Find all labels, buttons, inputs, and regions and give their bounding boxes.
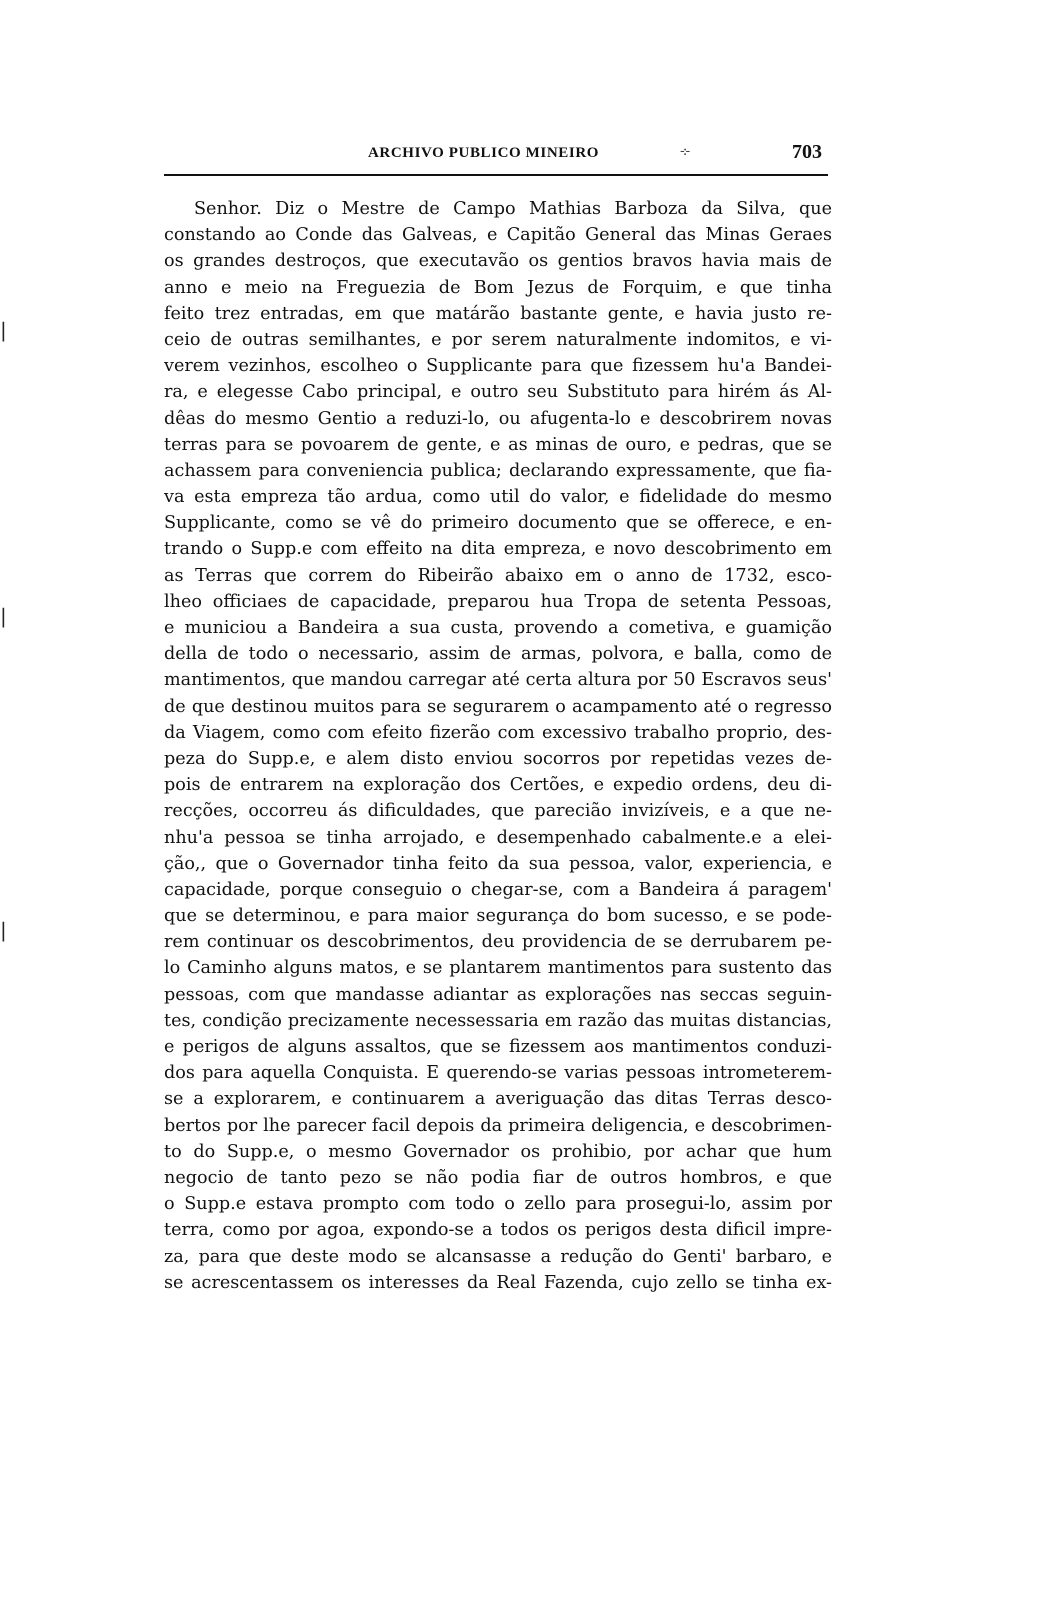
text-line: to do Supp.e, o mesmo Governador os prohibio, por achar que hum [164,1141,832,1162]
text-line: della de todo o necessario, assim de armas, polvora, e balla, como de [164,644,832,665]
text-line: za, para que deste modo se alcansasse a redução do Genti' barbaro, e [164,1246,832,1267]
text-line: rem continuar os descobrimentos, deu providencia de se derrubarem pe- [164,932,832,953]
text-line: da Viagem, como com efeito fizerão com excessivo trabalho proprio, des- [164,722,832,743]
text-line: anno e meio na Freguezia de Bom Jezus de Forquim, e que tinha [164,277,832,298]
text-line: se acrescentassem os interesses da Real Fazenda, cujo zello se tinha ex- [164,1272,832,1293]
text-line: terra, como por agoa, expondo-se a todos os perigos desta dificil impre- [164,1220,832,1241]
text-line: que se determinou, e para maior segurança do bom sucesso, e se pode- [164,906,832,927]
text-line: Supplicante, como se vê do primeiro documento que se offerece, e en- [164,513,832,534]
text-line: o Supp.e estava prompto com todo o zello para prosegui-lo, assim por [164,1194,832,1215]
text-line: achassem para conveniencia publica; declarando expressamente, que fia- [164,460,832,481]
text-line: se a explorarem, e continuarem a averiguação das ditas Terras desco- [164,1089,832,1110]
margin-mark: | [0,318,7,342]
text-line: verem vezinhos, escolheo o Supplicante para que fizessem hu'a Bandei- [164,356,832,377]
text-line: trando o Supp.e com effeito na dita empreza, e novo descobrimento em [164,539,832,560]
header-rule [164,174,828,176]
margin-mark: | [0,918,7,942]
text-line: peza do Supp.e, e alem disto enviou socorros por repetidas vezes de- [164,748,832,769]
text-line: e perigos de alguns assaltos, que se fizessem aos mantimentos conduzi- [164,1037,832,1057]
text-line: va esta empreza tão ardua, como util do valor, e fidelidade do mesmo [164,487,832,508]
text-line: nhu'a pessoa se tinha arrojado, e desempenhado cabalmente.e a elei- [164,827,832,848]
text-line: pois de entrarem na exploração dos Certões, e expedio ordens, deu di- [164,775,832,796]
header-ornament: -:- [680,143,689,159]
text-line: e municiou a Bandeira a sua custa, provendo a cometiva, e guamição [164,618,832,638]
text-line: recções, occorreu ás dificuldades, que parecião invizíveis, e a que ne- [164,801,832,822]
text-line: ceio de outras semilhantes, e por serem naturalmente indomitos, e vi- [164,329,832,350]
text-line: negocio de tanto pezo se não podia fiar de outros hombros, e que [164,1167,832,1188]
text-line: as Terras que correm do Ribeirão abaixo em o anno de 1732, esco- [164,565,832,586]
text-line: lo Caminho alguns matos, e se plantarem mantimentos para sustento das [164,958,832,979]
text-line: tes, condição precizamente necessessaria em razão das muitas distancias, [164,1010,832,1031]
text-line: capacidade, porque conseguio o chegar-se, com a Bandeira á paragem' [164,879,832,900]
page-number: 703 [792,141,822,163]
text-line: de que destinou muitos para se segurarem o acampamento até o regresso [164,696,832,717]
text-line: terras para se povoarem de gente, e as minas de ouro, e pedras, que se [164,434,832,455]
text-line: bertos por lhe parecer facil depois da primeira deligencia, e descobrimen- [164,1115,832,1136]
text-line: ção,, que o Governador tinha feito da sua pessoa, valor, experiencia, e [164,853,832,874]
running-header [164,141,834,167]
margin-mark: | [0,604,7,628]
text-line: lheo officiaes de capacidade, preparou hua Tropa de setenta Pessoas, [164,591,832,612]
text-line: dêas do mesmo Gentio a reduzi-lo, ou afugenta-lo e descobrirem novas [164,408,832,429]
text-line: ra, e elegesse Cabo principal, e outro seu Substituto para hirém ás Al- [164,382,832,403]
text-line: feito trez entradas, em que matárão bastante gente, e havia justo re- [164,303,832,324]
text-line: os grandes destroços, que executavão os gentios bravos havia mais de [164,251,832,272]
text-line: pessoas, com que mandasse adiantar as explorações nas seccas seguin- [164,984,832,1005]
text-line: dos para aquella Conquista. E querendo-se varias pessoas intrometerem- [164,1063,832,1084]
text-line: constando ao Conde das Galveas, e Capitão General das Minas Geraes [164,225,832,246]
body-text [164,196,832,1296]
running-title: ARCHIVO PUBLICO MINEIRO [368,145,600,161]
text-line: mantimentos, que mandou carregar até certa altura por 50 Escravos seus' [164,670,832,691]
text-line: Senhor. Diz o Mestre de Campo Mathias Barboza da Silva, que [194,199,832,219]
